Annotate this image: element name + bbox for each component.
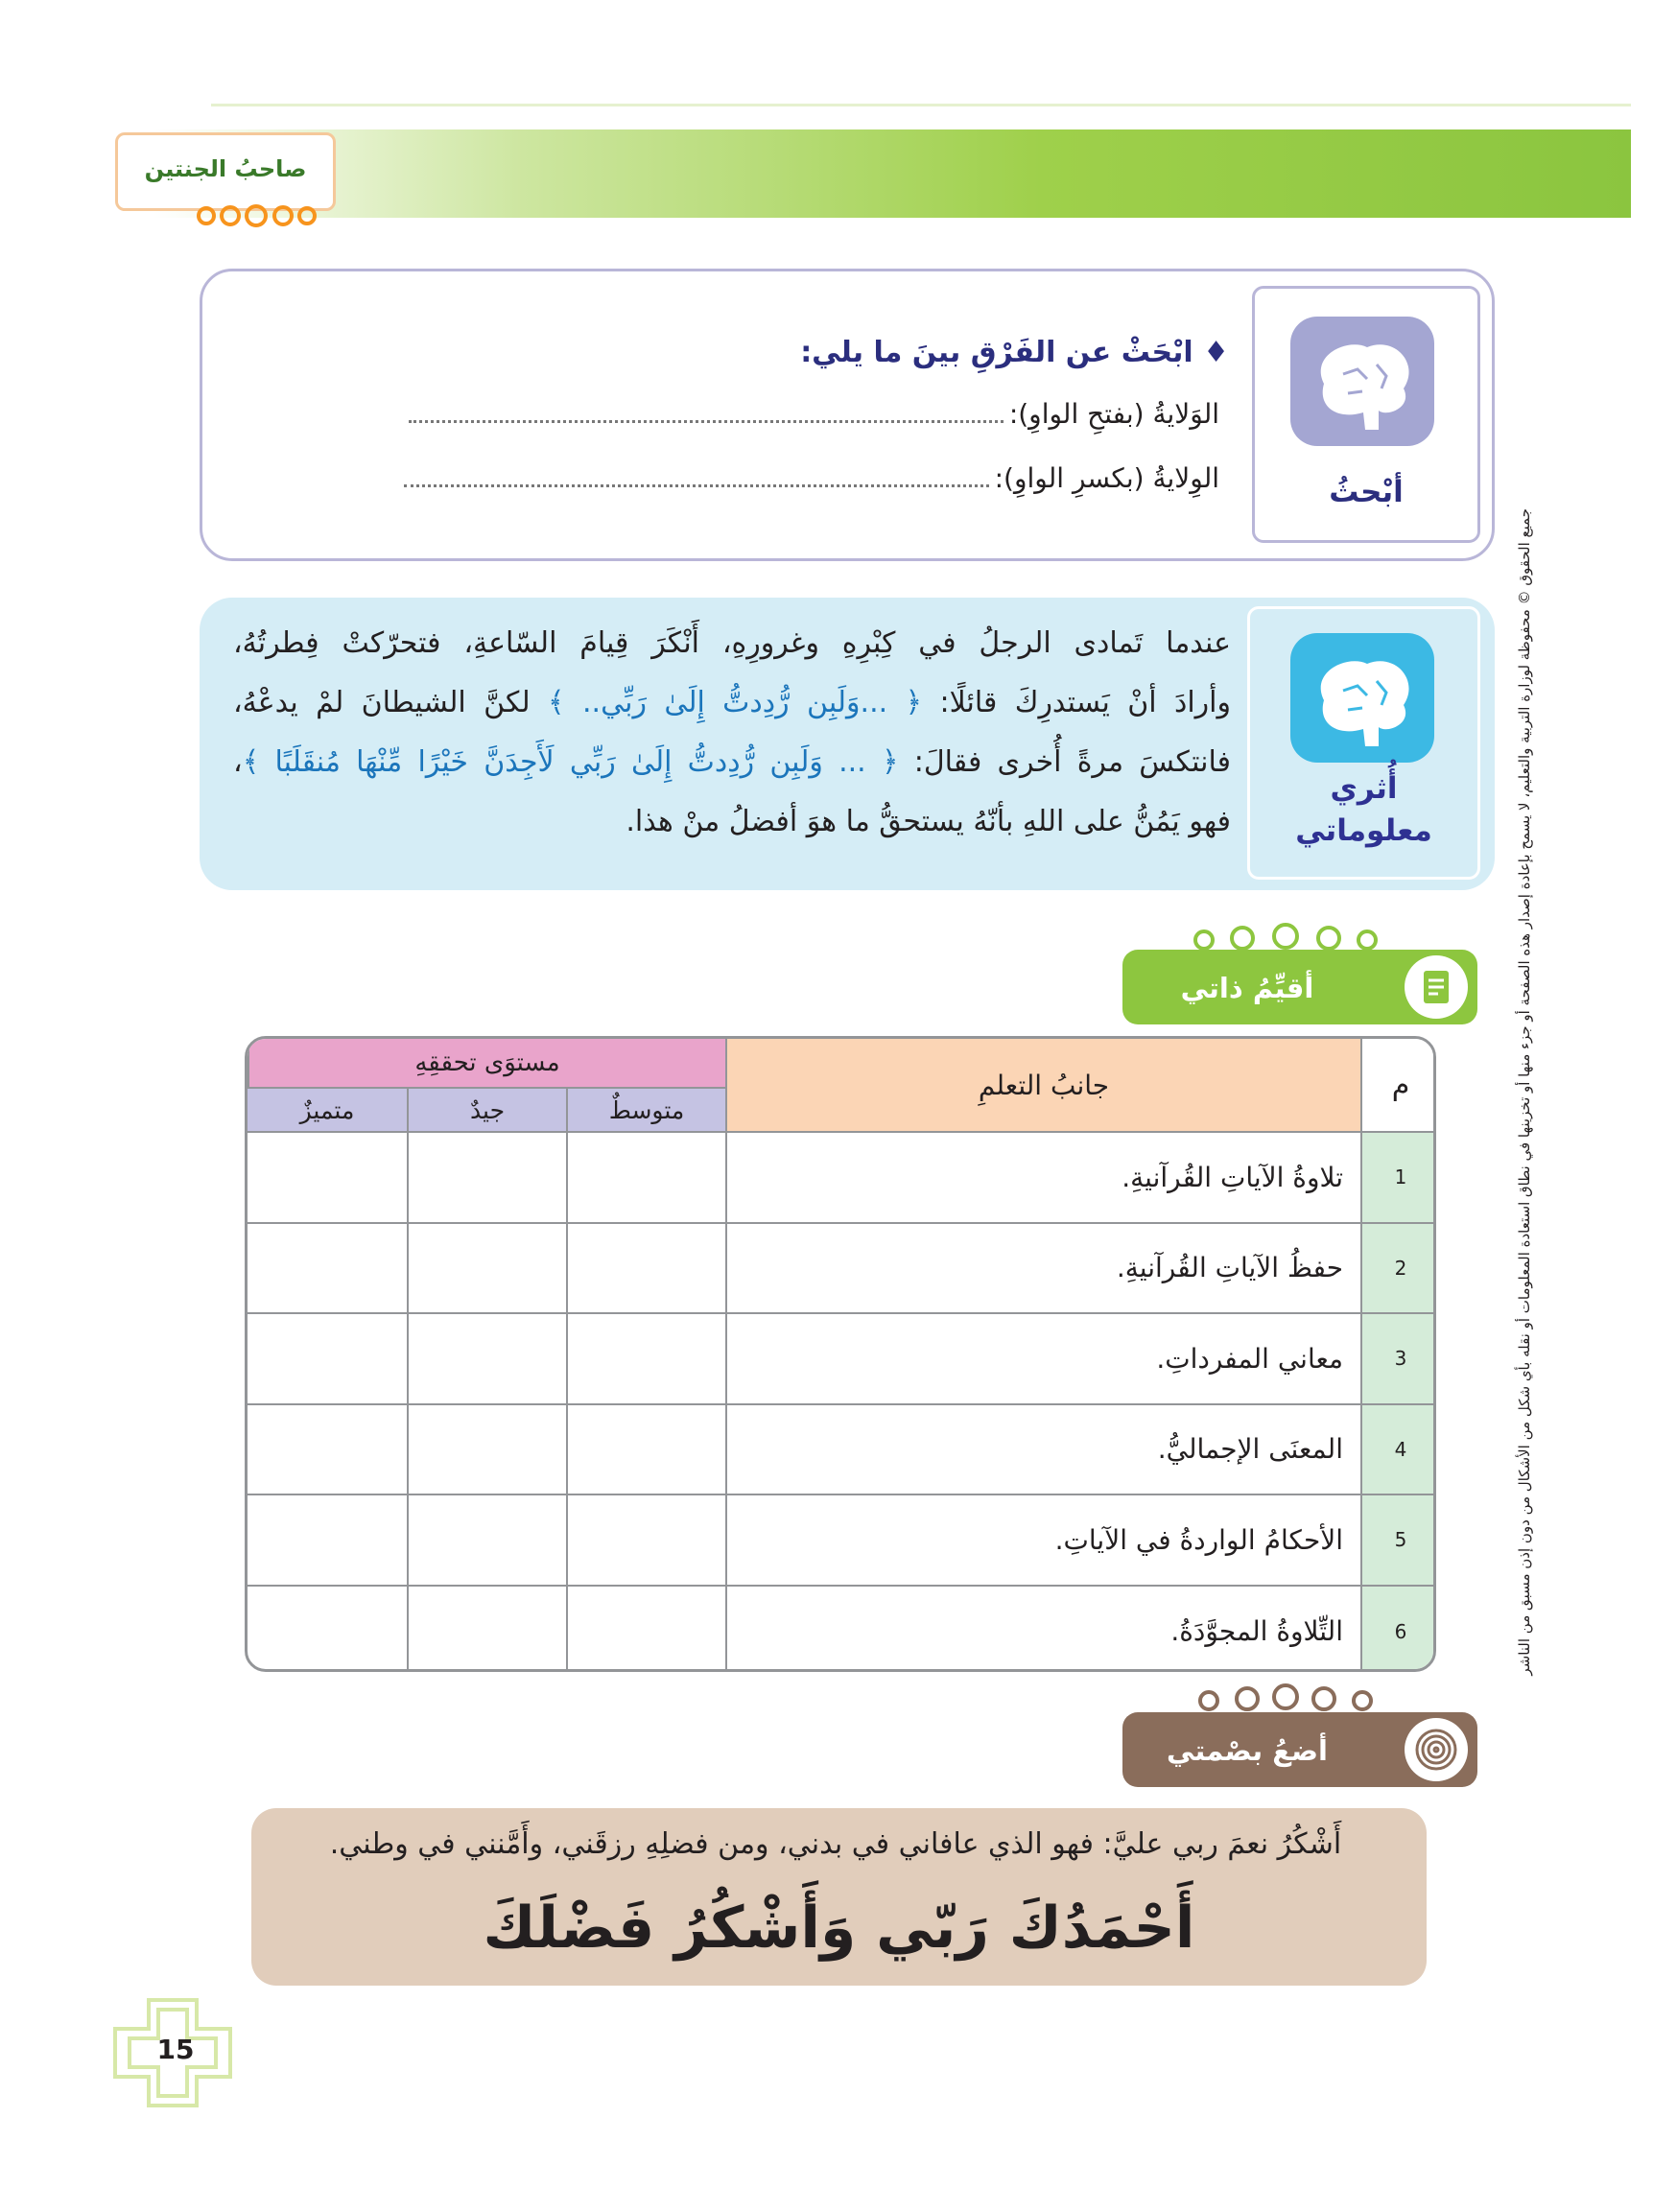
copyright-note: جميع الحقوق © محفوظة لوزارة التربية والتعليم، لا يسمح بإعادة إصدار هذه الصفحة أو جزء منها أو تخزينها في نطاق استعادة المعلومات أو نقله بأي شكل من الأشكال من دون إذن مسبق من الناشر — [1516, 508, 1533, 1676]
row-num-cell — [1360, 1405, 1436, 1496]
research-line-1-label: الوَلايةُ (بفتحِ الواوِ): — [1008, 398, 1219, 430]
info-line-3-a: فانتكسَ مرةً أُخرى فقالَ: — [898, 745, 1231, 779]
level-average-cell[interactable] — [566, 1224, 725, 1315]
checklist-icon — [1405, 955, 1468, 1019]
row-aspect-cell — [725, 1405, 1360, 1496]
row-num-cell — [1360, 1587, 1436, 1673]
row-aspect-text: حفظُ الآياتِ القُرآنيةِ. — [1116, 1252, 1343, 1284]
page-number: 15 — [156, 2034, 195, 2065]
level-excellent-cell[interactable] — [248, 1587, 407, 1673]
row-aspect-text: معاني المفرداتِ. — [1156, 1342, 1343, 1375]
research-heading: ♦ ابْحَثْ عن الفَرْقِ بينَ ما يلي: — [800, 336, 1229, 369]
row-num-cell — [1360, 1314, 1436, 1405]
brain-icon — [1290, 633, 1434, 763]
info-line-2 — [233, 673, 1231, 733]
info-line-3-b: ، — [233, 745, 243, 779]
level-good-header — [407, 1089, 566, 1133]
row-num-cell — [1360, 1224, 1436, 1315]
fingerprint-icon — [1405, 1718, 1468, 1781]
row-num-cell — [1360, 1133, 1436, 1224]
answer-field-2[interactable] — [404, 484, 989, 487]
fingerprint-label: أضعُ بصْمتي — [1167, 1734, 1328, 1767]
level-good-cell[interactable] — [407, 1133, 566, 1224]
row-aspect-cell — [725, 1314, 1360, 1405]
level-good-cell[interactable] — [407, 1495, 566, 1587]
col-num-header — [1360, 1039, 1436, 1133]
col-num-text: م — [1391, 1068, 1410, 1102]
quran-verse-1: ﴿ ...وَلَبِن رُّدِدتُّ إِلَىٰ رَبِّي.. ﴾ — [548, 686, 923, 719]
level-excellent-cell[interactable] — [248, 1133, 407, 1224]
col-aspect-text: جانبُ التعلمِ — [978, 1069, 1110, 1101]
level-excellent-text: متميزٌ — [299, 1095, 355, 1124]
level-excellent-cell[interactable] — [248, 1495, 407, 1587]
self-assessment-label: أقيِّمُ ذاتي — [1180, 972, 1314, 1004]
research-line-1 — [409, 398, 1219, 430]
row-num-text: 2 — [1394, 1256, 1407, 1280]
research-line-2 — [404, 462, 1219, 494]
row-num-text: 5 — [1394, 1528, 1407, 1552]
row-num-text: 1 — [1394, 1165, 1407, 1189]
level-excellent-header — [248, 1089, 407, 1133]
info-icon-label — [1247, 767, 1480, 852]
row-aspect-text: الأحكامُ الواردةُ في الآياتِ. — [1054, 1523, 1343, 1556]
research-icon-label: أبْحثُ — [1329, 475, 1404, 509]
research-line-2-label: الوِلايةُ (بكسرِ الواوِ): — [994, 462, 1219, 494]
level-good-cell[interactable] — [407, 1405, 566, 1496]
level-good-cell[interactable] — [407, 1587, 566, 1673]
closing-line-1: أَشْكُرُ نعمَ ربي عليَّ: فهو الذي عافاني في بدني، ومن فضلِهِ رزقَني، وأَمَّنني في وطني. — [329, 1827, 1342, 1861]
info-line-4: فهو يَمُنُّ على اللهِ بأنّهُ يستحقُّ ما هوَ أفضلُ منْ هذا. — [626, 805, 1231, 838]
level-average-cell[interactable] — [566, 1314, 725, 1405]
row-num-cell — [1360, 1495, 1436, 1587]
answer-field-1[interactable] — [409, 420, 1004, 423]
col-level-header — [248, 1039, 725, 1089]
col-aspect-header — [725, 1039, 1360, 1133]
level-average-cell[interactable] — [566, 1587, 725, 1673]
info-line-2-a: وأرادَ أنْ يَستدرِكَ قائلًا: — [922, 686, 1231, 719]
ornament-icon — [1175, 1683, 1396, 1716]
row-aspect-cell — [725, 1133, 1360, 1224]
level-good-text: جيدٌ — [469, 1095, 506, 1124]
info-icon-label-1: أُثري — [1330, 771, 1398, 806]
closing-line-2: أَحْمَدُكَ رَبّي وَأَشْكُرُ فَضْلَكَ — [483, 1894, 1195, 1962]
row-aspect-cell — [725, 1587, 1360, 1673]
level-average-header — [566, 1089, 725, 1133]
level-average-cell[interactable] — [566, 1495, 725, 1587]
ornament-icon — [187, 201, 341, 230]
self-assessment-table — [245, 1036, 1436, 1672]
header-band — [153, 129, 1631, 218]
row-num-text: 6 — [1394, 1619, 1407, 1643]
info-line-1: عندما تَمادى الرجلُ في كِبْرِهِ وغرورِهِ، أَنْكَرَ قِيامَ السّاعةِ، فتحرّكتْ فِطرتُهُ، — [233, 626, 1231, 660]
level-average-text: متوسطٌ — [608, 1095, 685, 1124]
level-good-cell[interactable] — [407, 1314, 566, 1405]
row-aspect-text: التِّلاوةُ المجوَّدَةُ. — [1170, 1615, 1343, 1648]
level-excellent-cell[interactable] — [248, 1224, 407, 1315]
row-num-text: 3 — [1394, 1347, 1407, 1371]
level-excellent-cell[interactable] — [248, 1405, 407, 1496]
level-excellent-cell[interactable] — [248, 1314, 407, 1405]
row-aspect-cell — [725, 1495, 1360, 1587]
row-aspect-text: تلاوةُ الآياتِ القُرآنيةِ. — [1122, 1161, 1343, 1193]
header-line — [211, 104, 1631, 106]
info-paragraph — [233, 614, 1231, 852]
info-line-3 — [233, 733, 1231, 792]
brain-icon — [1290, 317, 1434, 446]
level-good-cell[interactable] — [407, 1224, 566, 1315]
lesson-title: صاحبُ الجنتين — [144, 155, 307, 182]
info-icon-label-2: معلوماتي — [1295, 813, 1432, 848]
col-level-text: مستوَى تحققِهِ — [414, 1048, 560, 1077]
quran-verse-2: ﴿ ... وَلَبِن رُّدِدتُّ إِلَىٰ رَبِّي لَأَجِدَنَّ خَيْرًا مِّنْهَا مُنقَلَبًا ﴾ — [242, 745, 899, 779]
row-aspect-text: المعنَى الإجماليُّ. — [1157, 1433, 1343, 1466]
row-aspect-cell — [725, 1224, 1360, 1315]
level-average-cell[interactable] — [566, 1133, 725, 1224]
row-num-text: 4 — [1394, 1437, 1407, 1461]
info-line-2-b: لكنَّ الشيطانَ لمْ يدعْهُ، — [233, 686, 549, 719]
level-average-cell[interactable] — [566, 1405, 725, 1496]
